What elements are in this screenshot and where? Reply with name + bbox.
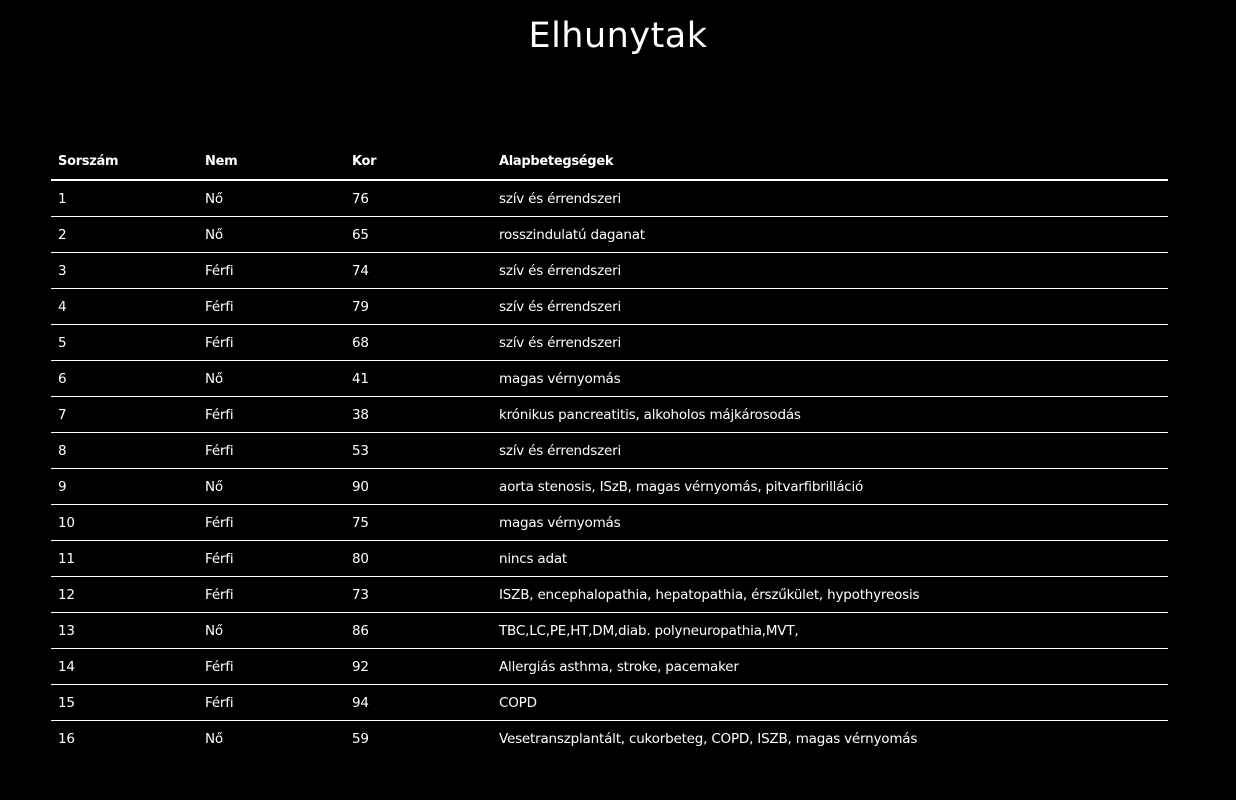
age-cell: 79 xyxy=(345,289,492,325)
table-row xyxy=(51,325,1168,361)
table-row xyxy=(51,361,1168,397)
row-number-cell: 1 xyxy=(51,180,198,217)
gender-cell: Nő xyxy=(205,730,223,747)
row-number-cell: 9 xyxy=(51,469,198,505)
deceased-table xyxy=(51,144,1168,756)
table-body xyxy=(51,180,1168,756)
conditions-cell: COPD xyxy=(492,685,1168,721)
age-cell: 94 xyxy=(345,685,492,721)
age-cell: 65 xyxy=(345,217,492,253)
gender-cell: Nő xyxy=(198,469,345,505)
age-cell: 75 xyxy=(345,505,492,541)
gender-cell: Nő xyxy=(198,361,345,397)
age-cell: 74 xyxy=(345,253,492,289)
row-number-cell: 12 xyxy=(51,577,198,613)
age-cell: 76 xyxy=(345,180,492,217)
gender-cell: Nő xyxy=(198,613,345,649)
conditions-cell: magas vérnyomás xyxy=(492,505,1168,541)
conditions-cell: szív és érrendszeri xyxy=(492,289,1168,325)
age-cell: 92 xyxy=(345,649,492,685)
row-number-cell: 6 xyxy=(51,361,198,397)
row-number-cell: 3 xyxy=(51,253,198,289)
row-number-cell: 15 xyxy=(51,685,198,721)
gender-cell: Nő xyxy=(198,217,345,253)
row-number-cell: 8 xyxy=(51,433,198,469)
table-row xyxy=(51,253,1168,289)
conditions-cell: nincs adat xyxy=(492,541,1168,577)
conditions-cell: krónikus pancreatitis, alkoholos májkárosodás xyxy=(492,397,1168,433)
age-cell: 90 xyxy=(345,469,492,505)
gender-cell: Férfi xyxy=(198,289,345,325)
table-row xyxy=(51,613,1168,649)
table-row xyxy=(51,577,1168,613)
page-title: Elhunytak xyxy=(528,16,708,56)
row-number-cell: 2 xyxy=(51,217,198,253)
age-cell: 41 xyxy=(345,361,492,397)
conditions-cell: ISZB, encephalopathia, hepatopathia, érszűkület, hypothyreosis xyxy=(492,577,1168,613)
conditions-cell: szív és érrendszeri xyxy=(492,433,1168,469)
table-row xyxy=(51,649,1168,685)
column-header-sorszam: Sorszám xyxy=(51,144,198,180)
row-number-cell: 10 xyxy=(51,505,198,541)
row-number-cell: 16 xyxy=(58,730,75,747)
conditions-cell: szív és érrendszeri xyxy=(492,180,1168,217)
row-number-cell: 7 xyxy=(51,397,198,433)
gender-cell: Férfi xyxy=(198,505,345,541)
table-row xyxy=(51,469,1168,505)
table-row xyxy=(51,541,1168,577)
table-row xyxy=(51,721,1168,757)
conditions-cell: Vesetranszplantált, cukorbeteg, COPD, ISZB, magas vérnyomás xyxy=(499,730,918,747)
conditions-cell: TBC,LC,PE,HT,DM,diab. polyneuropathia,MVT, xyxy=(492,613,1168,649)
conditions-cell: rosszindulatú daganat xyxy=(492,217,1168,253)
header-row xyxy=(51,144,1168,180)
column-header-kor: Kor xyxy=(345,144,492,180)
age-cell: 68 xyxy=(345,325,492,361)
table-row xyxy=(51,433,1168,469)
conditions-cell: szív és érrendszeri xyxy=(492,325,1168,361)
age-cell: 53 xyxy=(345,433,492,469)
gender-cell: Férfi xyxy=(198,325,345,361)
table-header xyxy=(51,144,1168,180)
gender-cell: Férfi xyxy=(198,541,345,577)
row-number-cell: 4 xyxy=(51,289,198,325)
gender-cell: Férfi xyxy=(198,649,345,685)
table-row xyxy=(51,217,1168,253)
age-cell: 80 xyxy=(345,541,492,577)
age-cell: 38 xyxy=(345,397,492,433)
age-cell: 59 xyxy=(352,730,369,747)
table-row xyxy=(51,505,1168,541)
gender-cell: Férfi xyxy=(198,433,345,469)
row-number-cell: 11 xyxy=(51,541,198,577)
conditions-cell: aorta stenosis, ISzB, magas vérnyomás, pitvarfibrilláció xyxy=(492,469,1168,505)
row-number-cell: 5 xyxy=(51,325,198,361)
table-row xyxy=(51,685,1168,721)
table-row xyxy=(51,397,1168,433)
age-cell: 86 xyxy=(345,613,492,649)
column-header-alapbetegsegek: Alapbetegségek xyxy=(492,144,1168,180)
row-number-cell: 14 xyxy=(51,649,198,685)
table-row xyxy=(51,289,1168,325)
conditions-cell: magas vérnyomás xyxy=(492,361,1168,397)
gender-cell: Nő xyxy=(198,180,345,217)
gender-cell: Férfi xyxy=(198,397,345,433)
gender-cell: Férfi xyxy=(198,577,345,613)
conditions-cell: Allergiás asthma, stroke, pacemaker xyxy=(492,649,1168,685)
conditions-cell: szív és érrendszeri xyxy=(492,253,1168,289)
gender-cell: Férfi xyxy=(198,253,345,289)
table-row xyxy=(51,180,1168,217)
column-header-nem: Nem xyxy=(198,144,345,180)
row-number-cell: 13 xyxy=(51,613,198,649)
gender-cell: Férfi xyxy=(198,685,345,721)
age-cell: 73 xyxy=(345,577,492,613)
